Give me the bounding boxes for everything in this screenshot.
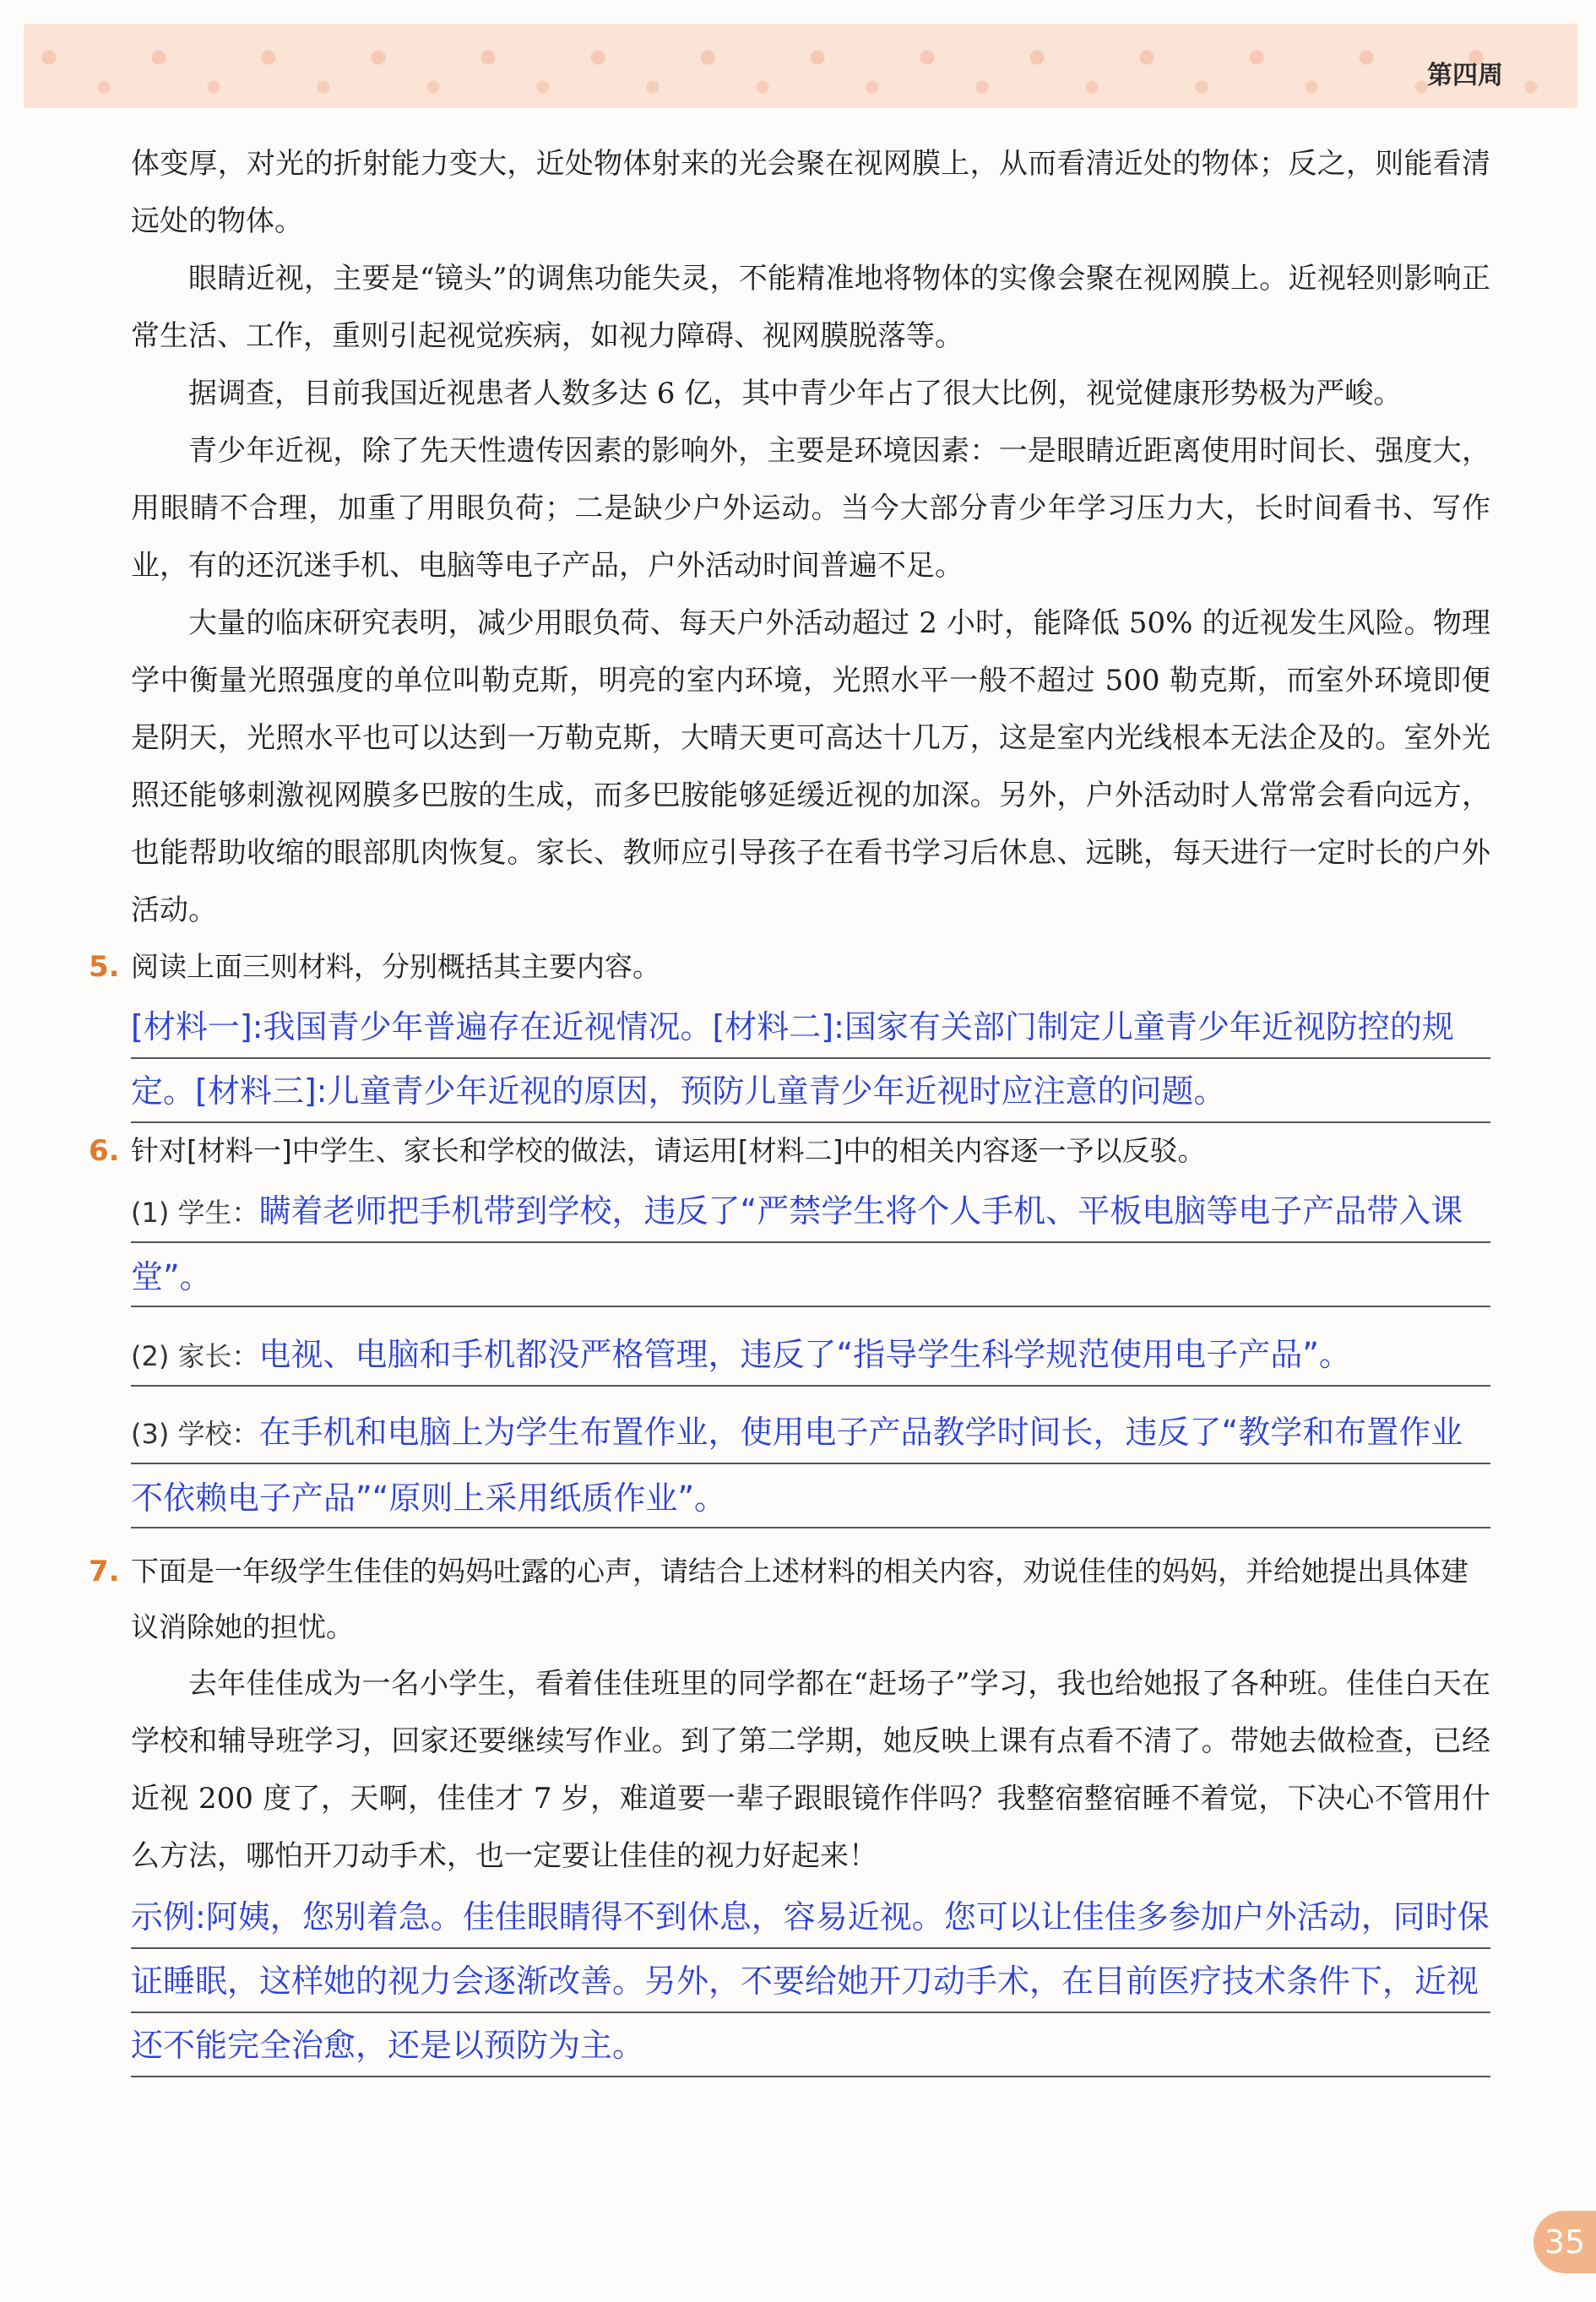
page-content	[89, 135, 1490, 2077]
passage-paragraph: 青少年近视，除了先天性遗传因素的影响外，主要是环境因素：一是眼睛近距离使用时间长、强度大，用眼睛不合理，加重了用眼负荷；二是缺少户外运动。当今大部分青少年学习压力大，长时间看书、写作业，有的还沉迷手机、电脑等电子产品，户外活动时间普遍不足。	[131, 434, 1490, 583]
part-label: (1) 学生：	[131, 1197, 259, 1229]
passage-paragraph: 大量的临床研究表明，减少用眼负荷、每天户外活动超过 2 小时，能降低 50% 的近视发生风险。物理学中衡量光照强度的单位叫勒克斯，明亮的室内环境，光照水平一般不超过 500 勒克斯，而室外环境即便是阴天，光照水平也可以达到一万勒克斯，大晴天更可高达十几万，这是室内光线根本无法企及的。室外光照还能够刺激视网膜多巴胺的生成，而多巴胺能够延缓近视的加深。另外，户外活动时人常常会看向远方，也能帮助收缩的眼部肌肉恢复。家长、教师应引导孩子在看书学习后休息、远眺，每天进行一定时长的户外活动。	[131, 606, 1490, 927]
part-label: (2) 家长：	[131, 1340, 259, 1372]
answer-part	[131, 1322, 1490, 1388]
question-number: 7.	[89, 1555, 120, 1588]
question-text: 下面是一年级学生佳佳的妈妈吐露的心声，请结合上述材料的相关内容，劝说佳佳的妈妈，并给她提出具体建议消除她的担忧。	[131, 1555, 1468, 1643]
question-5	[89, 939, 1490, 1123]
answer-text: 示例:阿姨，您别着急。佳佳眼睛得不到休息，容易近视。您可以让佳佳多参加户外活动，同时保证睡眠，这样她的视力会逐渐改善。另外，不要给她开刀动手术，在目前医疗技术条件下，近视还不能完全治愈，还是以预防为主。	[131, 1885, 1490, 2077]
question-text: 针对[材料一]中学生、家长和学校的做法，请运用[材料二]中的相关内容逐一予以反驳。	[131, 1134, 1206, 1167]
answer-text: [材料一]:我国青少年普遍存在近视情况。[材料二]:国家有关部门制定儿童青少年近视防控的规定。[材料三]:儿童青少年近视的原因，预防儿童青少年近视时应注意的问题。	[131, 995, 1490, 1123]
question-number: 5.	[89, 950, 120, 984]
question-number: 6.	[89, 1134, 120, 1168]
passage-paragraph: 眼睛近视，主要是“镜头”的调焦功能失灵，不能精准地将物体的实像会聚在视网膜上。近视轻则影响正常生活、工作，重则引起视觉疾病，如视力障碍、视网膜脱落等。	[131, 262, 1490, 353]
answer-text: 电视、电脑和手机都没严格管理，违反了“指导学生科学规范使用电子产品”。	[258, 1336, 1351, 1373]
page-number: 35	[1534, 2211, 1596, 2273]
quote-paragraph: 去年佳佳成为一名小学生，看着佳佳班里的同学都在“赶场子”学习，我也给她报了各种班。佳佳白天在学校和辅导班学习，回家还要继续写作业。到了第二学期，她反映上课有点看不清了。带她去做检查，已经近视 200 度了，天啊，佳佳才 7 岁，难道要一辈子跟眼镜作伴吗？我整宿整宿睡不着觉，下决心不管用什么方法，哪怕开刀动手术，也一定要让佳佳的视力好起来！	[131, 1667, 1490, 1873]
answer-part	[131, 1179, 1490, 1311]
passage-paragraph: 据调查，目前我国近视患者人数多达 6 亿，其中青少年占了很大比例，视觉健康形势极为严峻。	[188, 377, 1403, 410]
question-text: 阅读上面三则材料，分别概括其主要内容。	[131, 950, 660, 983]
answer-part	[131, 1400, 1490, 1532]
question-7	[89, 1544, 1490, 2077]
passage-paragraph: 体变厚，对光的折射能力变大，近处物体射来的光会聚在视网膜上，从而看清近处的物体；反之，则能看清远处的物体。	[131, 147, 1490, 238]
week-label: 第四周	[1427, 61, 1503, 90]
page-header-band	[24, 24, 1577, 108]
question-6	[89, 1123, 1490, 1532]
answer-text: 在手机和电脑上为学生布置作业，使用电子产品教学时间长，违反了“教学和布置作业不依赖电子产品”“原则上采用纸质作业”。	[131, 1414, 1463, 1517]
part-label: (3) 学校：	[131, 1418, 259, 1450]
answer-text: 瞒着老师把手机带到学校，违反了“严禁学生将个人手机、平板电脑等电子产品带入课堂”。	[131, 1192, 1463, 1295]
